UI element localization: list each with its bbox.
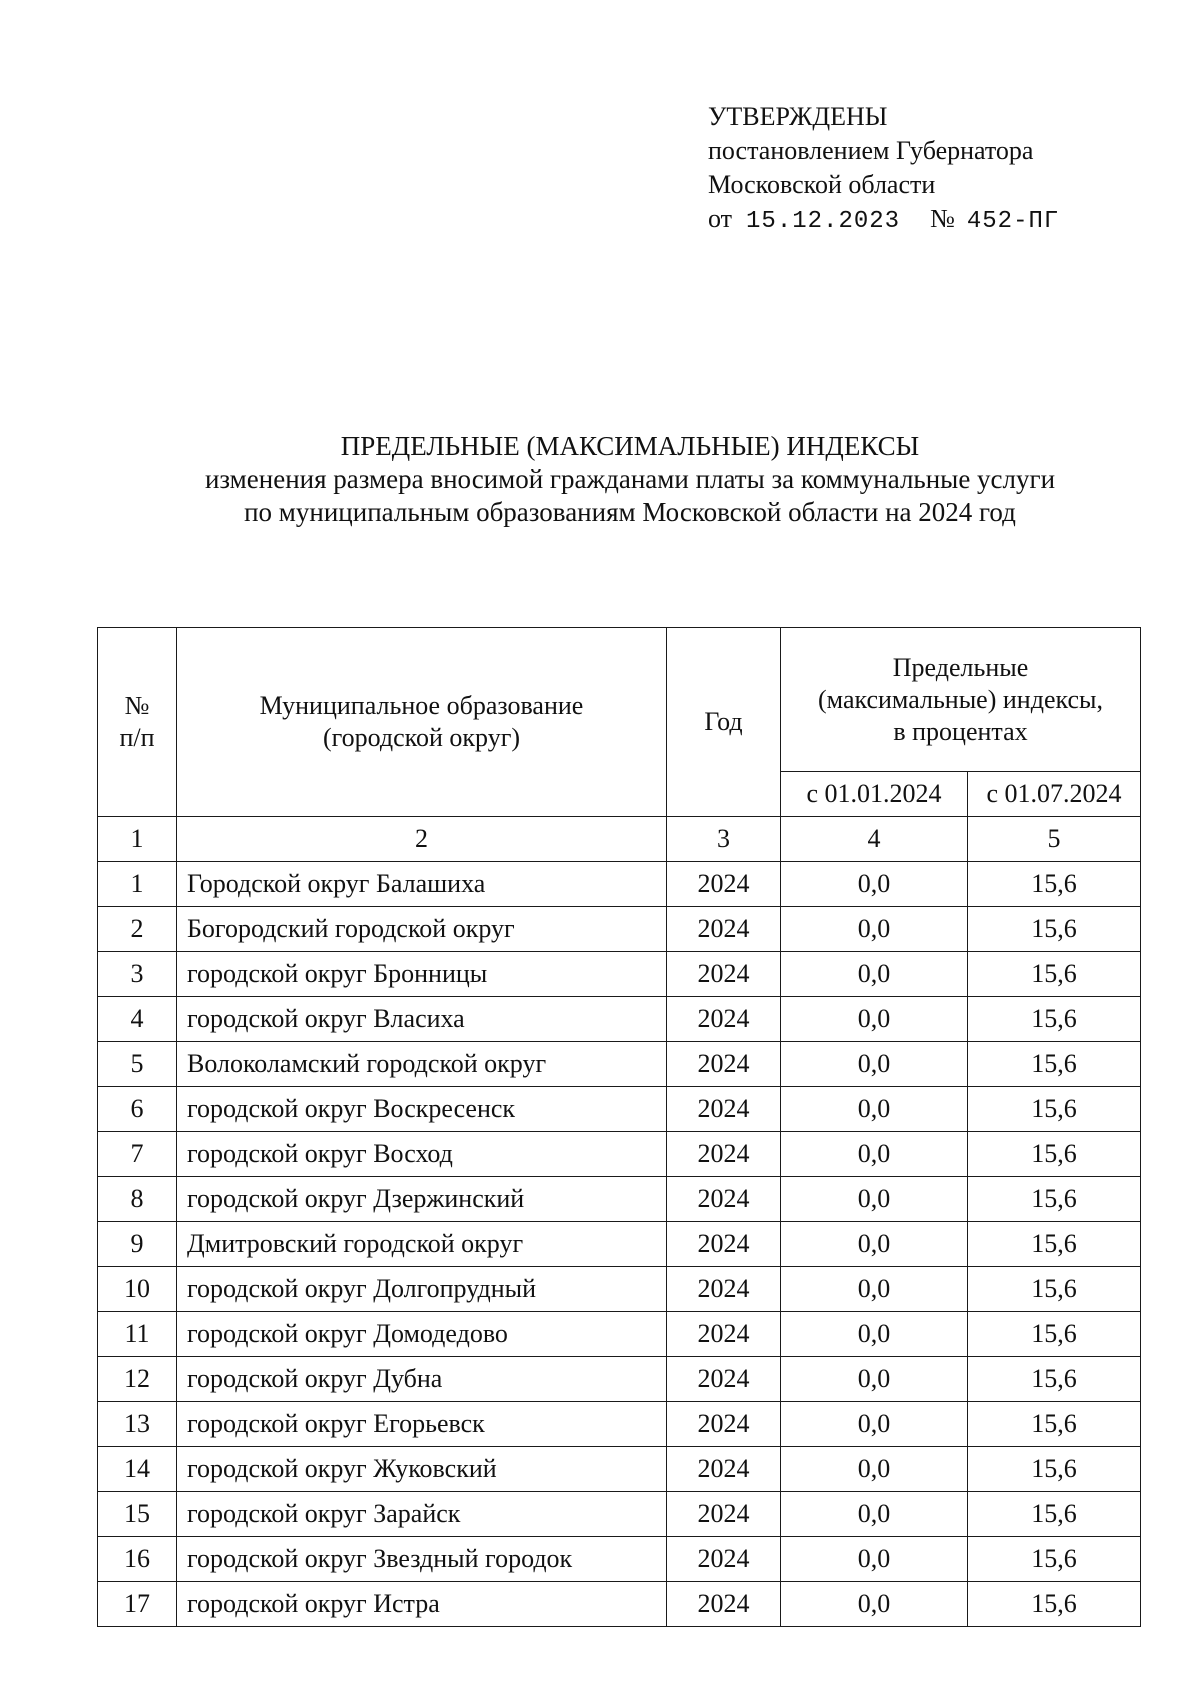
approved-by-line: постановлением Губернатора bbox=[708, 136, 1034, 165]
table-row bbox=[98, 1402, 1141, 1447]
title-line-3: по муниципальным образованиям Московской области на 2024 год bbox=[244, 497, 1016, 527]
cell-num: 4 bbox=[98, 997, 177, 1042]
cell-index-jan: 0,0 bbox=[781, 1177, 968, 1222]
cell-year: 2024 bbox=[667, 1582, 781, 1627]
cell-index-jan: 0,0 bbox=[781, 1042, 968, 1087]
cell-num: 11 bbox=[98, 1312, 177, 1357]
table-row bbox=[98, 1222, 1141, 1267]
cell-index-jan: 0,0 bbox=[781, 1087, 968, 1132]
cell-year: 2024 bbox=[667, 1177, 781, 1222]
cell-num: 16 bbox=[98, 1537, 177, 1582]
cell-index-jan: 0,0 bbox=[781, 1222, 968, 1267]
cell-index-jan: 0,0 bbox=[781, 1267, 968, 1312]
decree-number: 452-ПГ bbox=[966, 208, 1060, 235]
table-row bbox=[98, 952, 1141, 997]
cell-municipality: городской округ Воскресенск bbox=[177, 1087, 667, 1132]
cell-index-jan: 0,0 bbox=[781, 1492, 968, 1537]
cell-year: 2024 bbox=[667, 1222, 781, 1267]
cell-year: 2024 bbox=[667, 1537, 781, 1582]
cell-municipality: Волоколамский городской округ bbox=[177, 1042, 667, 1087]
table-row bbox=[98, 1582, 1141, 1627]
cell-year: 2024 bbox=[667, 1312, 781, 1357]
cell-index-jul: 15,6 bbox=[968, 907, 1141, 952]
cell-index-jan: 0,0 bbox=[781, 1402, 968, 1447]
cell-year: 2024 bbox=[667, 862, 781, 907]
cell-num: 2 bbox=[98, 907, 177, 952]
cell-num: 3 bbox=[98, 952, 177, 997]
cell-municipality: городской округ Егорьевск bbox=[177, 1402, 667, 1447]
cell-year: 2024 bbox=[667, 1267, 781, 1312]
cell-municipality: городской округ Жуковский bbox=[177, 1447, 667, 1492]
document-title bbox=[100, 430, 1160, 529]
cell-num: 12 bbox=[98, 1357, 177, 1402]
cell-municipality: Богородский городской округ bbox=[177, 907, 667, 952]
cell-municipality: городской округ Зарайск bbox=[177, 1492, 667, 1537]
header-from-jul: с 01.07.2024 bbox=[968, 772, 1141, 817]
cell-index-jan: 0,0 bbox=[781, 1447, 968, 1492]
cell-year: 2024 bbox=[667, 1447, 781, 1492]
number-sign: № bbox=[930, 204, 955, 233]
cell-municipality: городской округ Долгопрудный bbox=[177, 1267, 667, 1312]
cell-year: 2024 bbox=[667, 997, 781, 1042]
cell-index-jul: 15,6 bbox=[968, 862, 1141, 907]
table-row bbox=[98, 1087, 1141, 1132]
cell-index-jan: 0,0 bbox=[781, 997, 968, 1042]
cell-year: 2024 bbox=[667, 1042, 781, 1087]
cell-num: 6 bbox=[98, 1087, 177, 1132]
cell-num: 17 bbox=[98, 1582, 177, 1627]
cell-index-jan: 0,0 bbox=[781, 907, 968, 952]
cell-num: 15 bbox=[98, 1492, 177, 1537]
cell-index-jan: 0,0 bbox=[781, 1357, 968, 1402]
header-num: № п/п bbox=[98, 628, 177, 817]
decree-date: 15.12.2023 bbox=[746, 208, 901, 235]
column-number-row bbox=[98, 817, 1141, 862]
cell-index-jul: 15,6 bbox=[968, 1537, 1141, 1582]
cell-index-jul: 15,6 bbox=[968, 1222, 1141, 1267]
title-line-1: ПРЕДЕЛЬНЫЕ (МАКСИМАЛЬНЫЕ) ИНДЕКСЫ bbox=[340, 431, 920, 461]
cell-municipality: городской округ Дзержинский bbox=[177, 1177, 667, 1222]
cell-num: 14 bbox=[98, 1447, 177, 1492]
table-row bbox=[98, 1447, 1141, 1492]
table-row bbox=[98, 1357, 1141, 1402]
cell-num: 7 bbox=[98, 1132, 177, 1177]
table-row bbox=[98, 1537, 1141, 1582]
table-row bbox=[98, 1042, 1141, 1087]
header-from-jan: с 01.01.2024 bbox=[781, 772, 968, 817]
cell-municipality: Городской округ Балашиха bbox=[177, 862, 667, 907]
cell-year: 2024 bbox=[667, 1132, 781, 1177]
header-year: Год bbox=[667, 628, 781, 817]
table-row bbox=[98, 1132, 1141, 1177]
cell-index-jul: 15,6 bbox=[968, 1042, 1141, 1087]
cell-num: 1 bbox=[98, 862, 177, 907]
cell-municipality: городской округ Дубна bbox=[177, 1357, 667, 1402]
cell-num: 13 bbox=[98, 1402, 177, 1447]
cell-index-jul: 15,6 bbox=[968, 1087, 1141, 1132]
approved-region-line: Московской области bbox=[708, 170, 936, 199]
column-number: 4 bbox=[781, 817, 968, 862]
cell-num: 8 bbox=[98, 1177, 177, 1222]
column-number: 1 bbox=[98, 817, 177, 862]
table-row bbox=[98, 1177, 1141, 1222]
cell-year: 2024 bbox=[667, 1357, 781, 1402]
cell-index-jul: 15,6 bbox=[968, 1582, 1141, 1627]
cell-municipality: городской округ Восход bbox=[177, 1132, 667, 1177]
cell-index-jan: 0,0 bbox=[781, 1582, 968, 1627]
approval-date-line bbox=[708, 202, 1059, 239]
cell-num: 5 bbox=[98, 1042, 177, 1087]
cell-index-jul: 15,6 bbox=[968, 997, 1141, 1042]
header-indices: Предельные (максимальные) индексы, в процентах bbox=[781, 628, 1141, 772]
column-number: 2 bbox=[177, 817, 667, 862]
cell-year: 2024 bbox=[667, 1492, 781, 1537]
cell-index-jan: 0,0 bbox=[781, 1537, 968, 1582]
table-row bbox=[98, 1267, 1141, 1312]
approval-block bbox=[708, 100, 1059, 239]
cell-index-jan: 0,0 bbox=[781, 952, 968, 997]
cell-year: 2024 bbox=[667, 1087, 781, 1132]
cell-index-jul: 15,6 bbox=[968, 1447, 1141, 1492]
cell-num: 9 bbox=[98, 1222, 177, 1267]
cell-index-jan: 0,0 bbox=[781, 862, 968, 907]
cell-num: 10 bbox=[98, 1267, 177, 1312]
header-row bbox=[98, 628, 1141, 772]
table-row bbox=[98, 1492, 1141, 1537]
cell-index-jul: 15,6 bbox=[968, 1132, 1141, 1177]
table-row bbox=[98, 997, 1141, 1042]
cell-year: 2024 bbox=[667, 952, 781, 997]
table-row bbox=[98, 1312, 1141, 1357]
cell-municipality: городской округ Домодедово bbox=[177, 1312, 667, 1357]
cell-year: 2024 bbox=[667, 1402, 781, 1447]
cell-index-jul: 15,6 bbox=[968, 1492, 1141, 1537]
date-prefix: от bbox=[708, 204, 733, 233]
table-row bbox=[98, 907, 1141, 952]
cell-municipality: городской округ Звездный городок bbox=[177, 1537, 667, 1582]
cell-year: 2024 bbox=[667, 907, 781, 952]
table-row bbox=[98, 862, 1141, 907]
column-number: 3 bbox=[667, 817, 781, 862]
cell-municipality: городской округ Власиха bbox=[177, 997, 667, 1042]
cell-index-jul: 15,6 bbox=[968, 1357, 1141, 1402]
cell-index-jan: 0,0 bbox=[781, 1132, 968, 1177]
cell-index-jul: 15,6 bbox=[968, 952, 1141, 997]
cell-municipality: городской округ Бронницы bbox=[177, 952, 667, 997]
approved-heading: УТВЕРЖДЕНЫ bbox=[708, 102, 888, 131]
indices-table bbox=[97, 627, 1141, 1627]
cell-index-jan: 0,0 bbox=[781, 1312, 968, 1357]
cell-index-jul: 15,6 bbox=[968, 1402, 1141, 1447]
cell-index-jul: 15,6 bbox=[968, 1267, 1141, 1312]
column-number: 5 bbox=[968, 817, 1141, 862]
cell-municipality: городской округ Истра bbox=[177, 1582, 667, 1627]
title-line-2: изменения размера вносимой гражданами платы за коммунальные услуги bbox=[204, 464, 1056, 494]
cell-index-jul: 15,6 bbox=[968, 1177, 1141, 1222]
cell-index-jul: 15,6 bbox=[968, 1312, 1141, 1357]
header-municipality: Муниципальное образование (городской округ) bbox=[177, 628, 667, 817]
cell-municipality: Дмитровский городской округ bbox=[177, 1222, 667, 1267]
